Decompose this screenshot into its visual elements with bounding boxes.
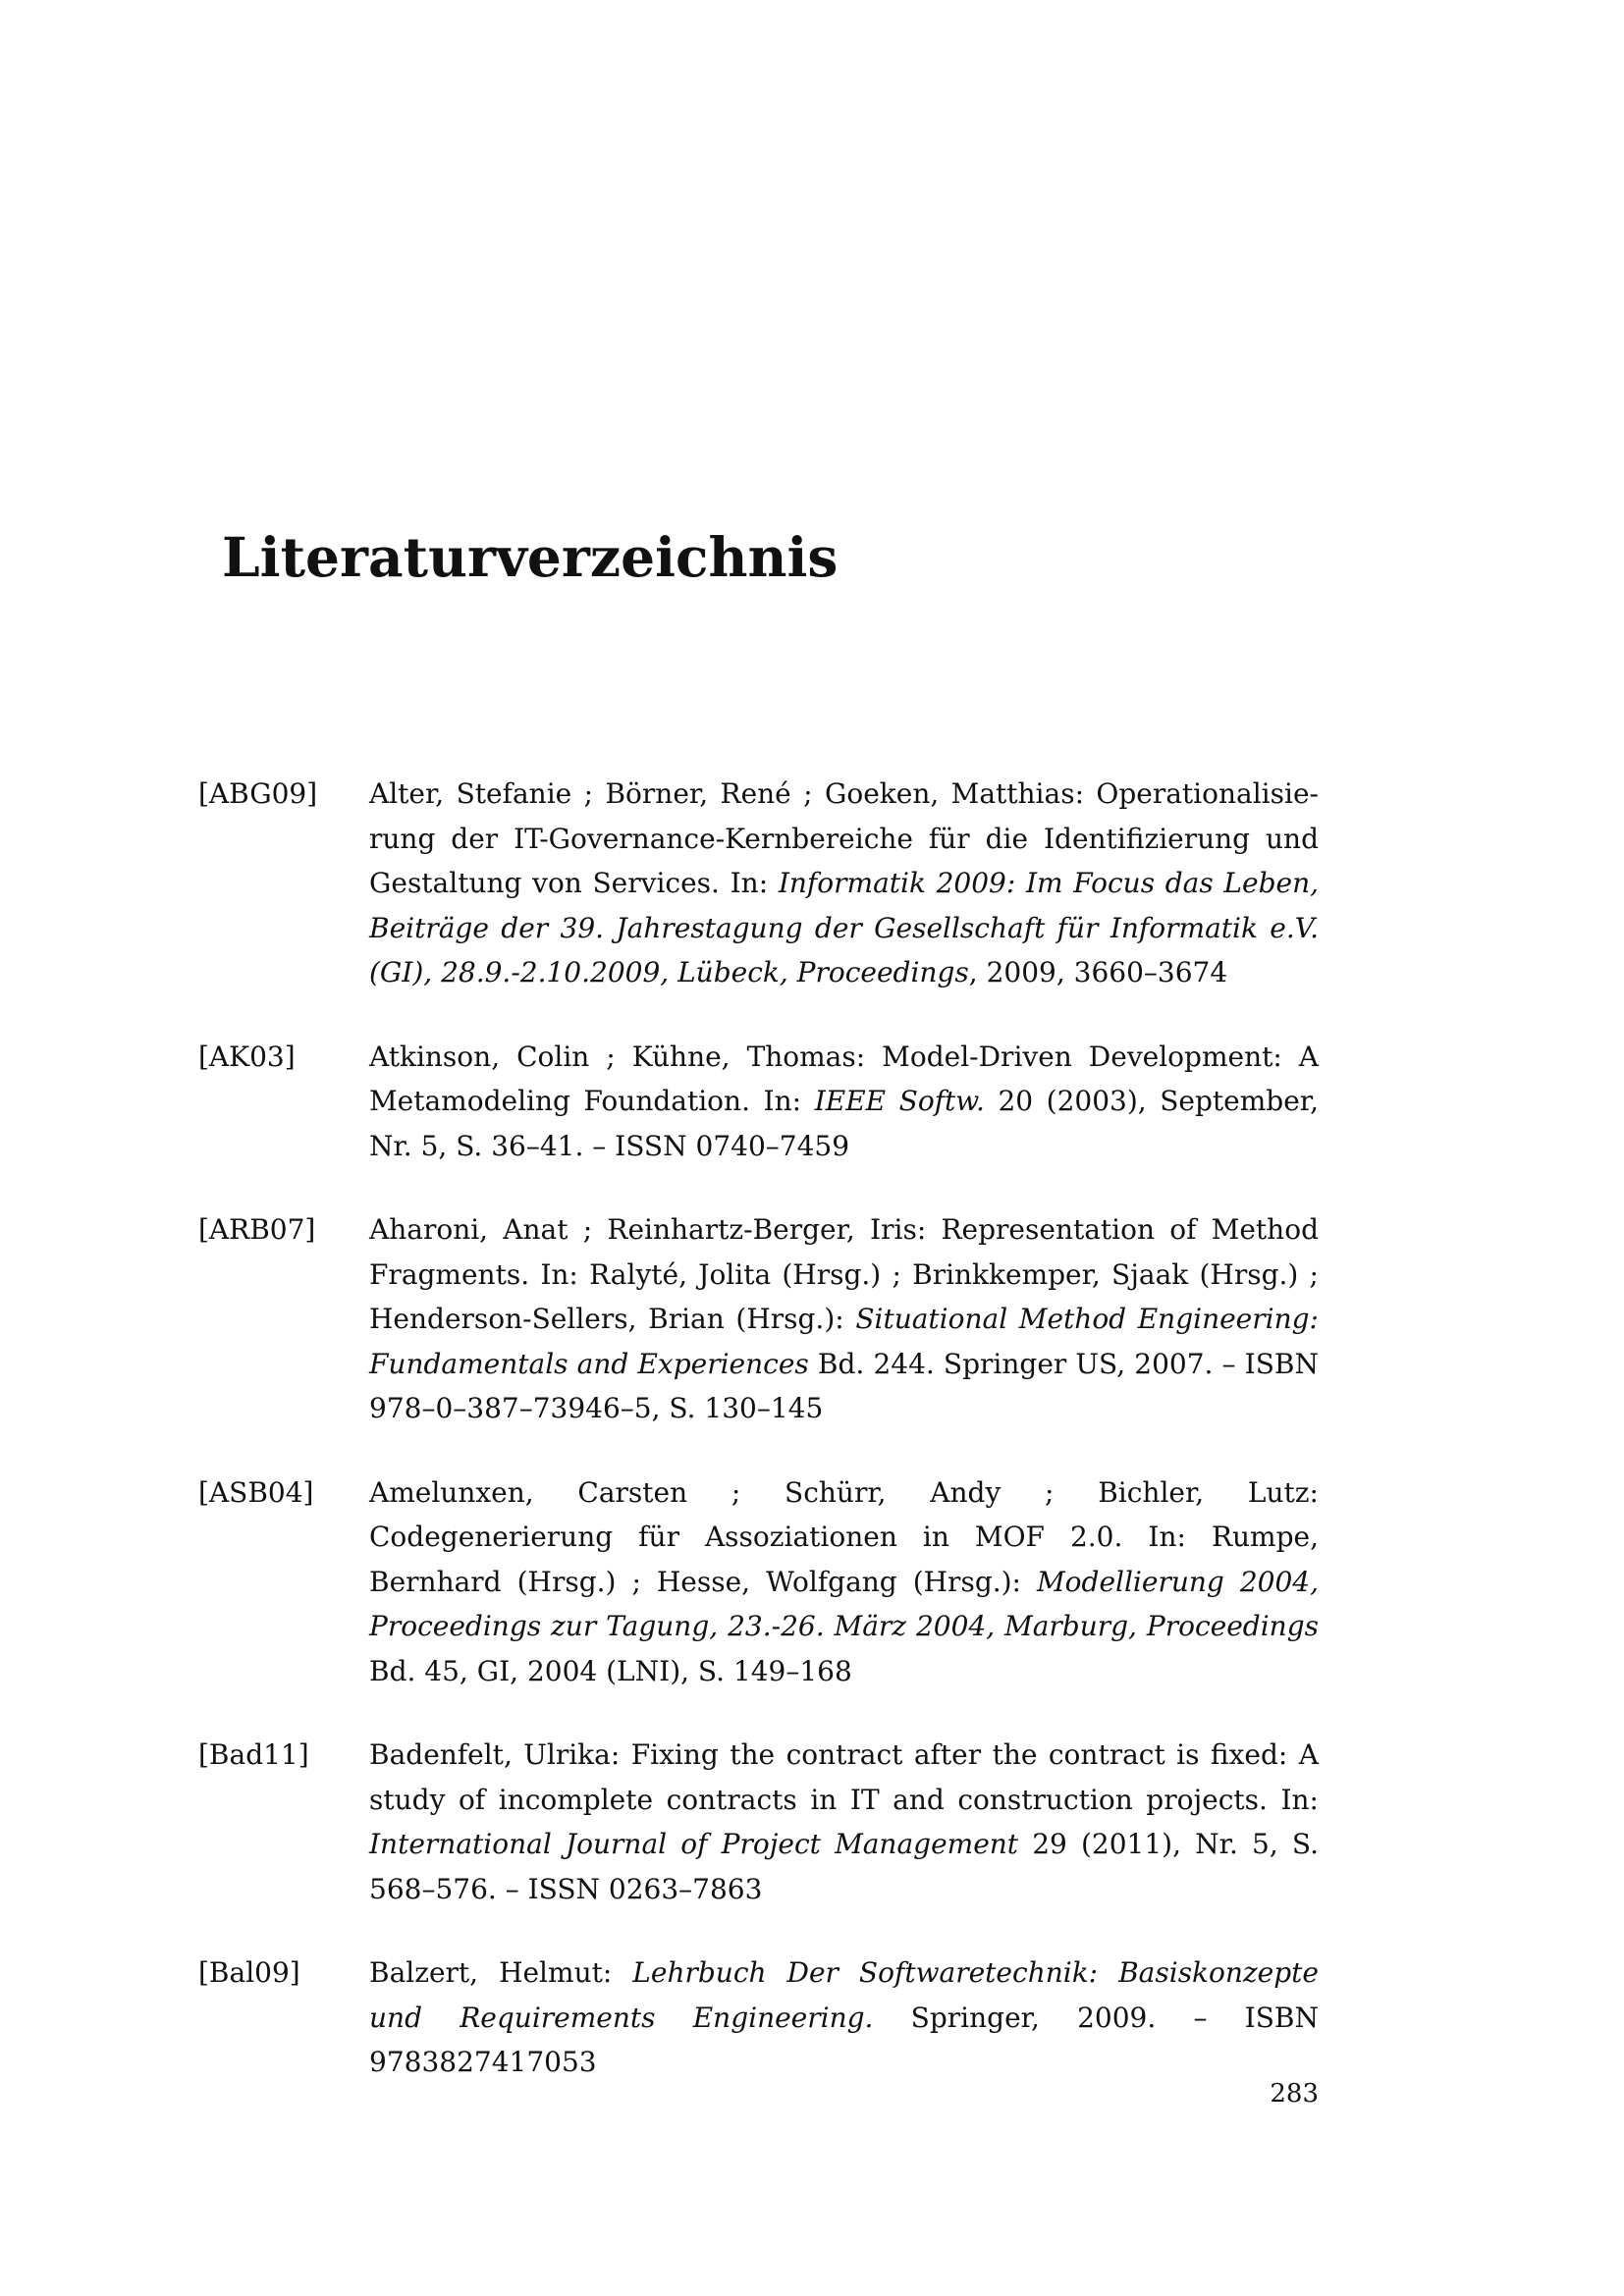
bib-entry bbox=[198, 1950, 1319, 2085]
citation-key: [AK03] bbox=[198, 1040, 296, 1073]
page-number: 283 bbox=[1270, 2079, 1319, 2109]
bib-entry bbox=[198, 1207, 1319, 1431]
citation-part: 20 (2003), September, Nr. 5, S. 36–41. – ISSN 0740–7459 bbox=[369, 1085, 1320, 1162]
citation-key: [ABG09] bbox=[198, 777, 318, 810]
citation-part: 29 (2011), Nr. 5, S. 568–576. – ISSN 0263–7863 bbox=[369, 1828, 1319, 1905]
bib-entry bbox=[198, 772, 1319, 995]
citation-part-italic: Modellierung 2004, Proceedings zur Tagung, 23.-26. März 2004, Marburg, Proceedings bbox=[369, 1565, 1319, 1642]
citation-part: Atkinson, Colin ; Kühne, Thomas: Model-Driven Development: A Metamodeling Foundation. In: bbox=[369, 1040, 1319, 1117]
bib-entry bbox=[198, 1035, 1319, 1169]
citation-part: , 2009, 3660–3674 bbox=[968, 956, 1228, 988]
citation-text bbox=[369, 1733, 1319, 1911]
citation-part: Alter, Stefanie ; Börner, René ; Goeken, Matthias: Operationalisierung der IT-Governance-Kernbereiche für die Identifizierung und Gestaltung von Services. In: bbox=[369, 777, 1319, 899]
citation-text bbox=[369, 1470, 1319, 1694]
citation-part-italic: Situational Method Engineering: Fundamentals and Experiences bbox=[369, 1303, 1319, 1380]
page-title: Literaturverzeichnis bbox=[222, 525, 839, 589]
citation-part: Bd. 244. Springer US, 2007. – ISBN 978–0–387–73946–5, S. 130–145 bbox=[369, 1347, 1320, 1424]
citation-text bbox=[369, 1035, 1319, 1169]
bib-entry bbox=[198, 1470, 1319, 1694]
bib-entry bbox=[198, 1733, 1319, 1911]
bibliography-list bbox=[198, 772, 1319, 2124]
citation-text bbox=[369, 772, 1319, 995]
citation-part-italic: Lehrbuch Der Softwaretechnik: Basiskonzepte und Requirements Engineering. bbox=[369, 1956, 1319, 2034]
citation-text bbox=[369, 1207, 1319, 1431]
citation-part: Springer, 2009. – ISBN 9783827417053 bbox=[369, 2001, 1319, 2078]
citation-text bbox=[369, 1950, 1319, 2085]
citation-part: Badenfelt, Ulrika: Fixing the contract after the contract is fixed: A study of incomplete contracts in IT and construction projects. In: bbox=[369, 1738, 1319, 1816]
citation-key: [ASB04] bbox=[198, 1475, 314, 1509]
citation-key: [Bad11] bbox=[198, 1738, 309, 1771]
citation-part: Balzert, Helmut: bbox=[369, 1956, 633, 1989]
citation-key: [ARB07] bbox=[198, 1213, 316, 1246]
citation-part-italic: International Journal of Project Management bbox=[369, 1828, 1019, 1860]
citation-part-italic: IEEE Softw. bbox=[814, 1085, 985, 1117]
citation-key: [Bal09] bbox=[198, 1956, 300, 1989]
citation-part: Aharoni, Anat ; Reinhartz-Berger, Iris: Representation of Method Fragments. In: Ralyté, Jolita (Hrsg.) ; Brinkkemper, Sjaak (Hrsg.) ; Henderson-Sellers, Brian (Hrsg.): bbox=[369, 1213, 1319, 1335]
citation-part: Bd. 45, GI, 2004 (LNI), S. 149–168 bbox=[369, 1654, 852, 1687]
citation-part: Amelunxen, Carsten ; Schürr, Andy ; Bichler, Lutz: Codegenerierung für Assoziationen in MOF 2.0. In: Rumpe, Bernhard (Hrsg.) ; Hesse, Wolfgang (Hrsg.): bbox=[369, 1475, 1319, 1598]
citation-part-italic: Informatik 2009: Im Focus das Leben, Beiträge der 39. Jahrestagung der Gesellschaft für Informatik e.V. (GI), 28.9.-2.10.2009, Lübeck, Proceedings bbox=[369, 867, 1320, 988]
